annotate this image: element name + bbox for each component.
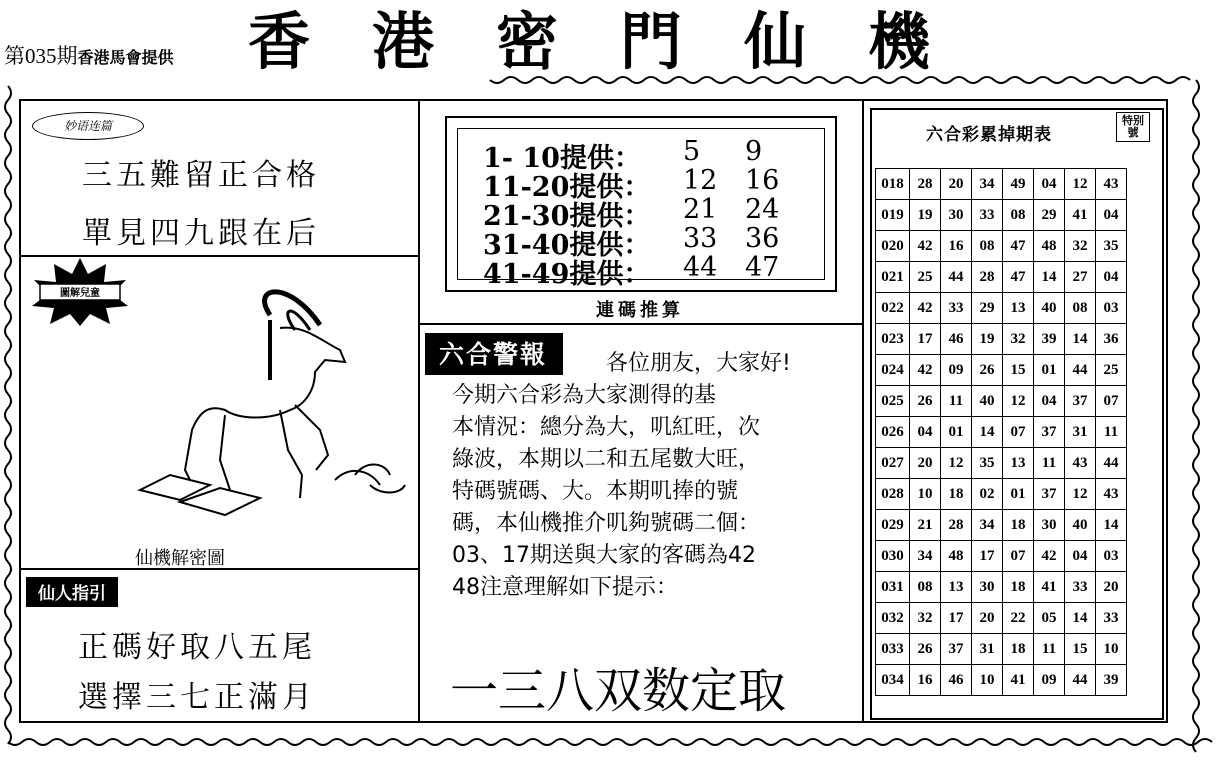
number-cell: 08 — [1065, 293, 1096, 324]
table-row — [876, 479, 1127, 510]
issue-cell: 034 — [876, 665, 910, 696]
number-cell: 37 — [1065, 386, 1096, 417]
table-row — [876, 262, 1127, 293]
poem-top-line-1: 三五難留正合格 — [82, 158, 320, 193]
issue-cell: 026 — [876, 417, 910, 448]
badge: 妙语连篇 — [32, 112, 144, 140]
alert-tag: 六合警報 — [425, 333, 563, 375]
number-cell: 29 — [972, 293, 1003, 324]
border-right-wave — [1193, 80, 1199, 752]
number-cell: 17 — [910, 324, 941, 355]
number-cell: 35 — [1096, 231, 1127, 262]
range-label: 21-30提供 — [483, 201, 624, 232]
range-value-1: 5 — [683, 136, 701, 167]
alert-line: 48注意理解如下提示： — [452, 575, 678, 600]
number-cell: 05 — [1034, 603, 1065, 634]
number-cell: 12 — [1065, 479, 1096, 510]
number-cell: 10 — [910, 479, 941, 510]
border-bottom-wave — [8, 739, 1212, 745]
picture-caption: 仙機解密圖 — [135, 548, 225, 569]
number-cell: 26 — [910, 386, 941, 417]
issue-cell: 032 — [876, 603, 910, 634]
table-row — [876, 448, 1127, 479]
number-cell: 15 — [1003, 355, 1034, 386]
number-cell: 32 — [1003, 324, 1034, 355]
number-cell: 18 — [1003, 634, 1034, 665]
number-cell: 14 — [1065, 324, 1096, 355]
number-cell: 39 — [1034, 324, 1065, 355]
number-cell: 15 — [1065, 634, 1096, 665]
issue-cell: 031 — [876, 572, 910, 603]
table-row — [876, 603, 1127, 634]
starburst-icon — [30, 256, 130, 326]
range-value-1: 33 — [683, 223, 718, 254]
number-cell: 37 — [1034, 417, 1065, 448]
number-cell: 34 — [910, 541, 941, 572]
number-cell: 13 — [1003, 448, 1034, 479]
alert-greeting: 各位朋友，大家好! — [606, 351, 791, 376]
goat-illustration — [130, 270, 420, 530]
number-cell: 18 — [941, 479, 972, 510]
number-cell: 35 — [972, 448, 1003, 479]
number-cell: 25 — [910, 262, 941, 293]
poem-top-line-2: 單見四九跟在后 — [82, 216, 320, 251]
number-cell: 16 — [941, 231, 972, 262]
number-cell: 11 — [941, 386, 972, 417]
number-cell: 40 — [972, 386, 1003, 417]
number-cell: 26 — [910, 634, 941, 665]
number-cell: 28 — [972, 262, 1003, 293]
number-cell: 40 — [1065, 510, 1096, 541]
page-title: 香港密門仙機 — [248, 5, 993, 78]
range-value-2: 36 — [745, 223, 780, 254]
number-cell: 44 — [1065, 665, 1096, 696]
number-cell: 30 — [972, 572, 1003, 603]
number-cell: 37 — [1034, 479, 1065, 510]
number-cell: 04 — [1065, 541, 1096, 572]
number-cell: 02 — [972, 479, 1003, 510]
number-cell: 31 — [1065, 417, 1096, 448]
number-cell: 04 — [1034, 386, 1065, 417]
ranges-caption: 連碼推算 — [596, 300, 684, 321]
range-value-2: 9 — [745, 136, 763, 167]
number-cell: 36 — [1096, 324, 1127, 355]
number-cell: 22 — [1003, 603, 1034, 634]
number-cell: 10 — [972, 665, 1003, 696]
number-cell: 03 — [1096, 293, 1127, 324]
number-cell: 17 — [941, 603, 972, 634]
issue-cell: 018 — [876, 169, 910, 200]
number-cell: 12 — [1003, 386, 1034, 417]
guide-tag: 仙人指引 — [26, 577, 118, 607]
number-cell: 08 — [972, 231, 1003, 262]
number-cell: 41 — [1003, 665, 1034, 696]
issue-cell: 028 — [876, 479, 910, 510]
range-box — [445, 116, 837, 292]
number-cell: 09 — [941, 355, 972, 386]
number-cell: 01 — [941, 417, 972, 448]
issue-cell: 021 — [876, 262, 910, 293]
number-cell: 07 — [1003, 541, 1034, 572]
number-cell: 44 — [941, 262, 972, 293]
range-value-2: 24 — [745, 194, 780, 225]
number-cell: 39 — [1096, 665, 1127, 696]
number-cell: 48 — [941, 541, 972, 572]
divider-right — [862, 100, 864, 722]
number-cell: 40 — [1034, 293, 1065, 324]
number-cell: 18 — [1003, 510, 1034, 541]
issue-label: 第035期 — [4, 44, 78, 68]
table-row — [876, 541, 1127, 572]
alert-line: 03、17期送與大家的客碼為42 — [452, 543, 756, 568]
range-label: 31-40提供 — [483, 230, 624, 261]
number-cell: 28 — [941, 510, 972, 541]
starburst-text: 圖解兒童 — [60, 288, 100, 299]
number-cell: 32 — [1065, 231, 1096, 262]
border-top-wave — [490, 77, 1190, 83]
range-value-2: 16 — [745, 165, 780, 196]
table-row — [876, 386, 1127, 417]
table-row — [876, 510, 1127, 541]
issue-cell: 020 — [876, 231, 910, 262]
history-side-label: 特别號 — [1116, 112, 1150, 142]
alert-line: 本情況：總分為大，叽紅旺，次 — [452, 415, 761, 440]
number-cell: 42 — [910, 231, 941, 262]
poem-bottom-line-1: 正碼好取八五尾 — [78, 630, 316, 665]
range-row: 41-49提供： 44 47 — [483, 252, 780, 290]
number-cell: 47 — [1003, 262, 1034, 293]
alert-line: 今期六合彩為大家測得的基 — [452, 383, 717, 408]
alert-line: 特碼號碼、大。本期叽捧的號 — [452, 479, 739, 504]
number-cell: 21 — [910, 510, 941, 541]
history-title: 六合彩累掉期表 — [926, 125, 1052, 145]
table-row — [876, 572, 1127, 603]
number-cell: 09 — [1034, 665, 1065, 696]
issue-cell: 022 — [876, 293, 910, 324]
number-cell: 03 — [1096, 541, 1127, 572]
number-cell: 17 — [972, 541, 1003, 572]
issue-cell: 029 — [876, 510, 910, 541]
number-cell: 08 — [910, 572, 941, 603]
number-cell: 12 — [1065, 169, 1096, 200]
number-cell: 41 — [1065, 200, 1096, 231]
issue-cell: 025 — [876, 386, 910, 417]
number-cell: 33 — [941, 293, 972, 324]
range-row: 11-20提供： 12 16 — [483, 165, 780, 203]
number-cell: 34 — [972, 169, 1003, 200]
number-cell: 13 — [941, 572, 972, 603]
number-cell: 01 — [1003, 479, 1034, 510]
range-row: 1- 10提供： 5 9 — [483, 136, 763, 174]
number-cell: 07 — [1003, 417, 1034, 448]
number-cell: 44 — [1065, 355, 1096, 386]
number-cell: 30 — [941, 200, 972, 231]
number-cell: 42 — [910, 293, 941, 324]
alert-line: 綠波，本期以二和五尾數大旺， — [452, 447, 761, 472]
number-cell: 29 — [1034, 200, 1065, 231]
number-cell: 14 — [972, 417, 1003, 448]
number-cell: 43 — [1096, 169, 1127, 200]
slogan: 一三八双数定取 — [450, 663, 787, 719]
divider-ranges — [420, 323, 862, 325]
number-cell: 30 — [1034, 510, 1065, 541]
number-cell: 08 — [1003, 200, 1034, 231]
number-cell: 31 — [972, 634, 1003, 665]
issue-cell: 027 — [876, 448, 910, 479]
table-row — [876, 665, 1127, 696]
number-cell: 04 — [910, 417, 941, 448]
number-cell: 04 — [1096, 262, 1127, 293]
range-value-1: 44 — [683, 252, 718, 283]
number-cell: 11 — [1034, 448, 1065, 479]
table-row — [876, 355, 1127, 386]
table-row — [876, 231, 1127, 262]
table-row — [876, 169, 1127, 200]
range-value-2: 47 — [745, 252, 780, 283]
number-cell: 10 — [1096, 634, 1127, 665]
issue-cell: 024 — [876, 355, 910, 386]
number-cell: 47 — [1003, 231, 1034, 262]
range-value-1: 21 — [683, 194, 718, 225]
history-table — [875, 168, 1127, 696]
number-cell: 46 — [941, 665, 972, 696]
number-cell: 13 — [1003, 293, 1034, 324]
table-row — [876, 324, 1127, 355]
number-cell: 04 — [1034, 169, 1065, 200]
number-cell: 20 — [910, 448, 941, 479]
number-cell: 18 — [1003, 572, 1034, 603]
number-cell: 33 — [1096, 603, 1127, 634]
number-cell: 19 — [972, 324, 1003, 355]
range-row: 21-30提供： 21 24 — [483, 194, 780, 232]
number-cell: 14 — [1034, 262, 1065, 293]
number-cell: 44 — [1096, 448, 1127, 479]
number-cell: 11 — [1034, 634, 1065, 665]
number-cell: 46 — [941, 324, 972, 355]
number-cell: 42 — [910, 355, 941, 386]
number-cell: 43 — [1065, 448, 1096, 479]
table-row — [876, 417, 1127, 448]
number-cell: 41 — [1034, 572, 1065, 603]
range-label: 41-49提供 — [483, 259, 624, 290]
range-value-1: 12 — [683, 165, 718, 196]
issue-cell: 023 — [876, 324, 910, 355]
number-cell: 26 — [972, 355, 1003, 386]
table-row — [876, 634, 1127, 665]
issue-cell: 033 — [876, 634, 910, 665]
number-cell: 27 — [1065, 262, 1096, 293]
number-cell: 20 — [941, 169, 972, 200]
number-cell: 42 — [1034, 541, 1065, 572]
table-row — [876, 293, 1127, 324]
number-cell: 25 — [1096, 355, 1127, 386]
number-cell: 32 — [910, 603, 941, 634]
number-cell: 48 — [1034, 231, 1065, 262]
poem-bottom-line-2: 選擇三七正滿月 — [78, 680, 316, 715]
number-cell: 12 — [941, 448, 972, 479]
number-cell: 11 — [1096, 417, 1127, 448]
publisher-label: 香港馬會提供 — [77, 48, 174, 67]
number-cell: 37 — [941, 634, 972, 665]
number-cell: 04 — [1096, 200, 1127, 231]
number-cell: 20 — [1096, 572, 1127, 603]
number-cell: 19 — [910, 200, 941, 231]
number-cell: 33 — [972, 200, 1003, 231]
border-left-wave — [5, 86, 11, 744]
range-row: 31-40提供： 33 36 — [483, 223, 780, 261]
table-row — [876, 200, 1127, 231]
alert-line: 碼，本仙機推介叽夠號碼二個： — [452, 511, 761, 536]
number-cell: 07 — [1096, 386, 1127, 417]
issue-cell: 019 — [876, 200, 910, 231]
number-cell: 01 — [1034, 355, 1065, 386]
number-cell: 14 — [1096, 510, 1127, 541]
number-cell: 14 — [1065, 603, 1096, 634]
issue-cell: 030 — [876, 541, 910, 572]
number-cell: 49 — [1003, 169, 1034, 200]
number-cell: 20 — [972, 603, 1003, 634]
number-cell: 16 — [910, 665, 941, 696]
number-cell: 33 — [1065, 572, 1096, 603]
number-cell: 34 — [972, 510, 1003, 541]
range-label: 11-20提供 — [483, 172, 624, 203]
number-cell: 28 — [910, 169, 941, 200]
number-cell: 43 — [1096, 479, 1127, 510]
range-label: 1- 10提供 — [483, 143, 614, 174]
